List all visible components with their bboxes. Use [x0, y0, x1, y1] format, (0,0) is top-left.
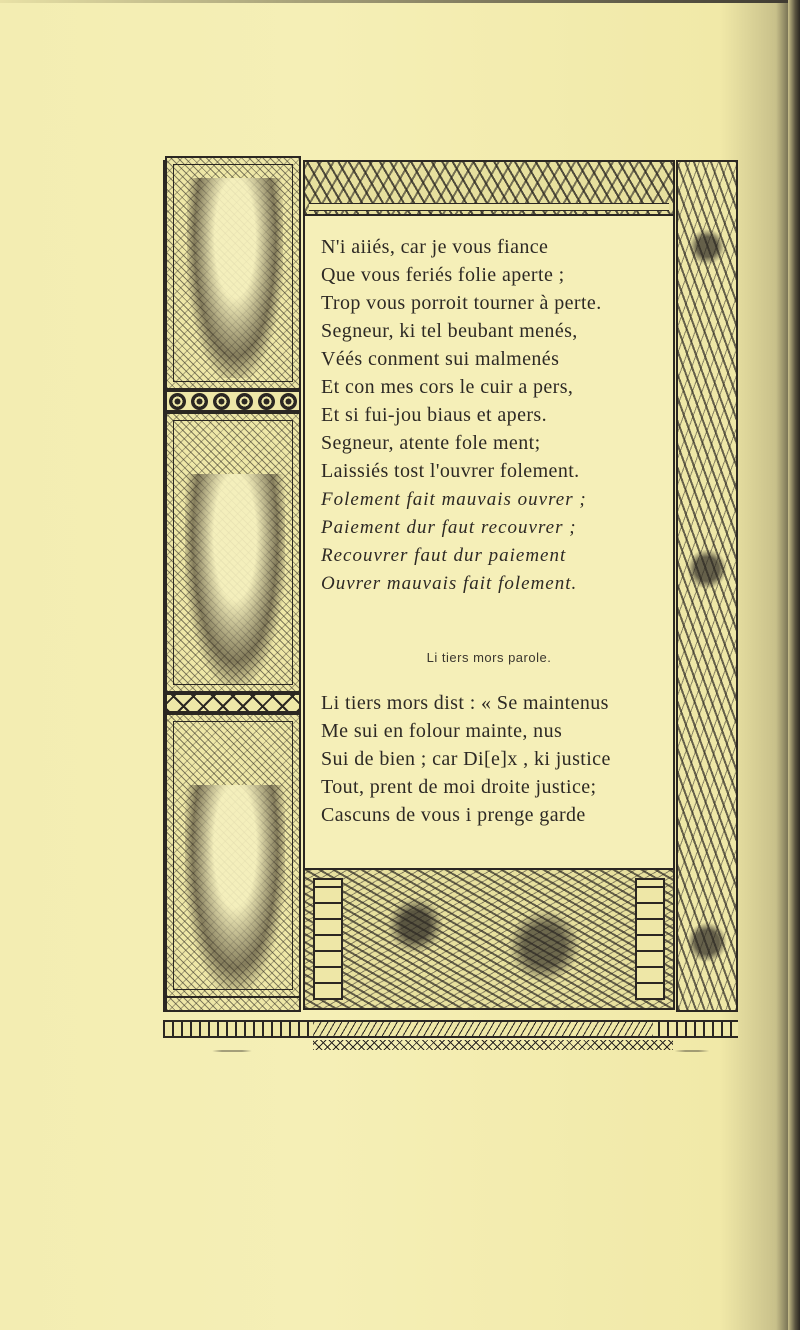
verse-line: Segneur, ki tel beubant menés, — [321, 320, 578, 342]
roundel-band — [165, 390, 301, 412]
top-band-rule — [309, 203, 669, 211]
refrain-line: Ouvrer mauvais fait folement. — [321, 573, 578, 594]
verse-line: Laissiés tost l'ouvrer folement. — [321, 460, 580, 482]
text-panel — [303, 216, 675, 868]
verse-line: Et con mes cors le cuir a pers, — [321, 376, 574, 398]
woodcut-death-and-nun — [165, 713, 301, 998]
ornament-column-left — [313, 878, 343, 1000]
verse-line: Me sui en folour mainte, nus — [321, 720, 563, 742]
roundel-ornament — [236, 393, 253, 410]
foot-zigzag-band — [313, 1040, 673, 1050]
verse-line: Véés conment sui malmenés — [321, 348, 560, 370]
verse-line: Cascuns de vous i prenge garde — [321, 804, 586, 826]
woodcut-base-ornament — [165, 996, 301, 1012]
refrain-line: Paiement dur faut recouvrer ; — [321, 517, 577, 538]
diamond-band — [165, 693, 301, 713]
roundel-ornament — [169, 393, 186, 410]
woodcut-figures — [185, 474, 285, 684]
verse-line: Tout, prent de moi droite justice; — [321, 776, 597, 798]
woodcut-figures — [187, 178, 283, 378]
foot-ornament — [163, 1012, 738, 1080]
top-ornament-band — [303, 160, 675, 216]
verse-line: Segneur, atente fole ment; — [321, 432, 541, 454]
page-spine-shadow — [788, 0, 800, 1330]
verse-line: Trop vous porroit tourner à perte. — [321, 292, 602, 314]
roundel-ornament — [280, 393, 297, 410]
page-top-edge — [0, 0, 800, 3]
ornament-column-right — [635, 878, 665, 1000]
verse-line: Que vous feriés folie aperte ; — [321, 264, 565, 286]
woodcut-death-and-bishop — [165, 412, 301, 693]
verse-line: N'i aiiés, car je vous fiance — [321, 236, 549, 258]
foot-hatched-panel — [313, 1022, 653, 1036]
roundel-ornament — [213, 393, 230, 410]
right-foliage-border — [676, 160, 738, 1012]
verse-line: Et si fui-jou biaus et apers. — [321, 404, 547, 426]
section-heading: Li tiers mors parole. — [426, 650, 552, 665]
woodcut-figures — [185, 785, 285, 990]
refrain-line: Recouvrer faut dur paiement — [321, 545, 567, 566]
verse-line: Li tiers mors dist : « Se maintenus — [321, 692, 609, 714]
roundel-ornament — [191, 393, 208, 410]
verse-line: Sui de bien ; car Di[e]x , ki justice — [321, 748, 611, 770]
woodcut-hell-mouth — [303, 868, 675, 1010]
roundel-ornament — [258, 393, 275, 410]
woodcut-death-and-queen — [165, 156, 301, 390]
refrain-line: Folement fait mauvais ouvrer ; — [321, 489, 587, 510]
